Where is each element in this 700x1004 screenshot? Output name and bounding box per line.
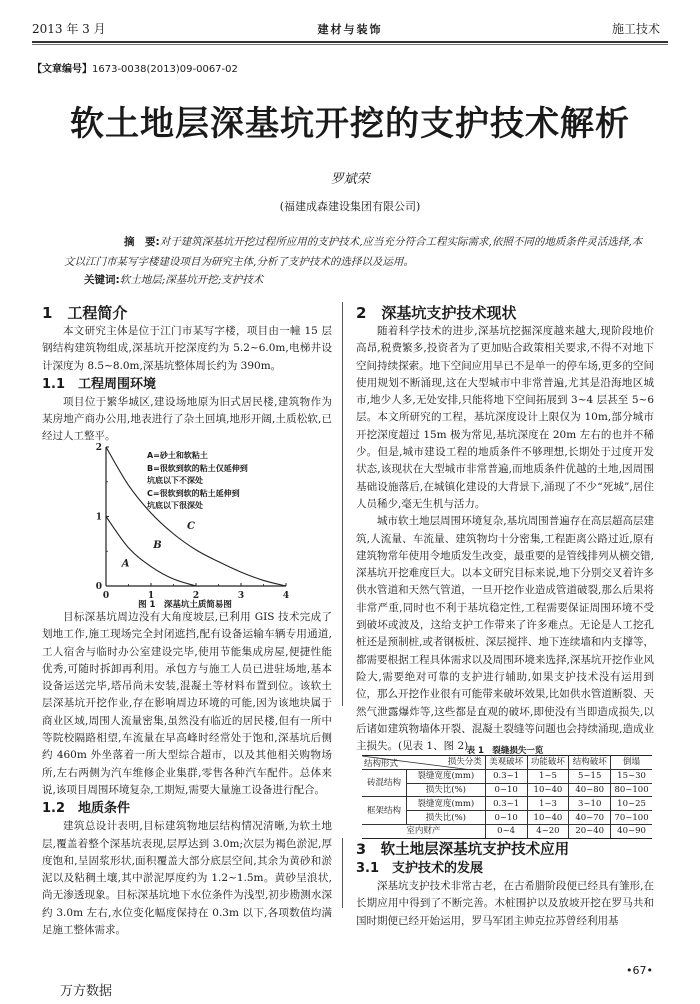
region-label-b: B bbox=[153, 539, 162, 551]
legend-item: A=砂土和软粘土 bbox=[147, 451, 208, 460]
x-tick-label: 1 bbox=[147, 591, 155, 600]
metric-label: 裂缝宽度(mm) bbox=[407, 769, 486, 783]
table-cell: 0~10 bbox=[485, 783, 527, 797]
header-rule bbox=[32, 41, 668, 43]
table-cell: 40~80 bbox=[569, 783, 611, 797]
corner-bottom-label: 结构形式 bbox=[364, 759, 399, 769]
table-cell: 1~5 bbox=[527, 769, 569, 783]
column-header: 结构破坏 bbox=[569, 756, 611, 770]
watermark: 万方数据 bbox=[60, 984, 113, 999]
table-cell: 4~20 bbox=[527, 824, 569, 838]
article-number-value: 1673-0038(2013)09-0067-02 bbox=[92, 64, 238, 75]
section-2-heading: 2 深基坑支护技术现状 bbox=[356, 304, 517, 322]
y-tick-label: 2 bbox=[95, 443, 102, 453]
group-label: 室内财产 bbox=[362, 824, 485, 838]
legend-item: B=很软到软的粘土仅延伸到 bbox=[147, 463, 248, 473]
table-corner-cell bbox=[362, 756, 485, 770]
region-label-c: C bbox=[187, 521, 195, 533]
table-header-row bbox=[362, 756, 652, 770]
section-1-2-paragraph: 建筑总设计表明,目标建筑物地层结构情况清晰,为软土地层,覆盖着整个深基坑表现,层厚达到 3.0m;次层为褐色淤泥,厚度饱和,呈固浆形状,面积覆盖大部分底层空间,其余为黄砂和淤泥以及粘稠土壤,其中淤泥厚度约为 1.2~1.5m。黄砂呈浪状,尚无渗透现象。目标深基坑地下水位条件为浅型,初步勘测水深约 3.0m 左右,水位变化幅度保持在 0.3m 以下,各项数值均满足施工整体需求。 bbox=[42, 820, 332, 937]
table-1-caption: 表 1 裂缝损失一览 bbox=[466, 746, 544, 756]
x-tick-label: 3 bbox=[237, 591, 245, 600]
section-1-2-heading: 1.2 地质条件 bbox=[42, 801, 131, 817]
table-cell: 0~10 bbox=[485, 811, 527, 825]
table-row bbox=[362, 769, 652, 783]
corner-top-label: 损失分类 bbox=[447, 757, 482, 767]
table-1 bbox=[362, 755, 652, 839]
section-1-1-paragraph-1: 项目位于繁华城区,建设场地原为旧式居民楼,建筑物作为某房地产商办公用,地表进行了杂土回填,地形开阔,土质松软,已经过人工整平。 bbox=[42, 395, 332, 443]
table-cell: 80~100 bbox=[611, 783, 652, 797]
column-header: 倒塌 bbox=[611, 756, 652, 770]
column-header: 功能破坏 bbox=[527, 756, 569, 770]
column-divider bbox=[342, 302, 343, 706]
table-row bbox=[362, 824, 652, 838]
section-2-paragraph-2: 城市软土地层周围环境复杂,基坑周围普遍存在高层超高层建筑,人流量、车流量、建筑物均十分密集,工程距离公路过近,原有建筑物常年使用令地质发生改变，最重要的是管线排列从横交错,深基坑开挖难度巨大。以本文研究目标来说,地下分别交叉着许多供水管道和天然气管道，一旦开挖作业造成管道破裂,那么后果将非常严重,同时也不利于基坑稳定性,工程需要保证周围环境不受到破坏或波及，这给支护工作带来了许多难点。无论是人工挖孔桩还是预制桩,或者钢板桩、深层搅拌、地下连续墙和内支撑等，都需要根据工程具体需求以及周围环境来选择,深基坑开挖作业风险大,需要绝对可靠的支护进行辅助,如果支护技术没有运用到位，那么开挖作业很有可能带来破坏效果,比如供水管道断裂、天然气泄露爆炸等,这些都是直观的破坏,即使没有当即造成损失,以后诸如建筑物墙体开裂、混凝土裂缝等问题也会持续涌现,造成业主损失。(见表 1、图 2) bbox=[356, 515, 654, 753]
header-date: 2013 年 3 月 bbox=[32, 22, 106, 36]
table-cell: 0.3~1 bbox=[485, 769, 527, 783]
header-rule-thin bbox=[32, 44, 668, 45]
section-1-1-heading: 1.1 工程周围环境 bbox=[42, 376, 157, 392]
x-tick-label: 2 bbox=[192, 591, 200, 600]
table-cell: 40~90 bbox=[611, 824, 652, 838]
section-3-heading: 3 软土地层深基坑支护技术应用 bbox=[356, 842, 570, 858]
table-cell: 1~3 bbox=[527, 797, 569, 811]
table-cell: 10~40 bbox=[527, 783, 569, 797]
affiliation: (福建成森建设集团有限公司) bbox=[279, 200, 421, 213]
column-divider-lower bbox=[342, 838, 343, 908]
section-3-1-paragraph: 深基坑支护技术非常古老，在古希腊阶段便已经具有雏形,在长期应用中得到了不断完善。木桩围护以及放坡开挖在罗马共和国时期便已经开始运用，罗马军团主帅克拉苏曾经利用基 bbox=[356, 880, 654, 927]
region-label-a: A bbox=[121, 558, 130, 570]
right-column-top bbox=[356, 303, 654, 755]
abstract-text: 对于建筑深基坑开挖过程所应用的支护技术,应当充分符合工程实际需求,依照不同的地质条件灵活选择,本文以江门市某写字楼建设项目为研究主体,分析了支护技术的选择以及运用。 bbox=[64, 236, 643, 268]
legend-item: 坑底以下不深处 bbox=[147, 476, 203, 485]
table-cell: 5~15 bbox=[569, 769, 611, 783]
metric-label: 损失比(%) bbox=[407, 783, 486, 797]
keywords bbox=[84, 272, 263, 287]
section-3-1-heading: 3.1 支护技术的发展 bbox=[356, 861, 484, 876]
metric-label: 裂缝宽度(mm) bbox=[407, 797, 486, 811]
group-label: 砖混结构 bbox=[362, 769, 407, 797]
table-cell: 70~100 bbox=[611, 811, 652, 825]
curve-b bbox=[106, 517, 196, 587]
chart-region-labels bbox=[121, 521, 195, 570]
table-row bbox=[362, 797, 652, 811]
figure-1-legend bbox=[147, 450, 248, 513]
x-tick-label: 4 bbox=[282, 591, 290, 600]
article-number bbox=[32, 60, 238, 75]
legend-item: 坑底以下很深处 bbox=[147, 501, 203, 510]
article-number-label: 【文章编号】 bbox=[32, 64, 92, 75]
header-section: 施工技术 bbox=[611, 22, 660, 36]
table-cell: 3~10 bbox=[569, 797, 611, 811]
x-tick-label: 0 bbox=[102, 591, 110, 600]
page-number: •67• bbox=[626, 964, 653, 977]
metric-label: 损失比(%) bbox=[407, 811, 486, 825]
abstract-label: 摘 要: bbox=[124, 236, 160, 248]
section-1-paragraph: 本文研究主体是位于江门市某写字楼，项目由一幢 15 层钢结构建筑物组成,深基坑开挖深度约为 5.2~6.0m,电梯井设计深度为 8.5~8.0m,深基坑整体周长约为 390m。 bbox=[42, 325, 332, 372]
keywords-label: 关键词: bbox=[84, 274, 120, 286]
column-header: 美观破坏 bbox=[485, 756, 527, 770]
section-1-1-paragraph-2: 目标深基坑周边没有大角度坡层,已利用 GIS 技术完成了划地工作,施工现场完全封闭遮挡,配有设备运输车辆专用通道,工人宿舍与临时办公室建设完毕,使用节能集成房屋,便捷性能优秀,可随时拆卸再利用。承包方与施工人员已进驻场地,基本设备运送完毕,塔吊尚未安装,混凝土等材料布置到位。该软土层深基坑开挖作业,存在影响周边环境的可能,因为该地块属于商业区域,周围人流量密集,虽然没有临近的居民楼,但有一所中等院校隔路相望,车流量在早高峰时经常处于饱和,深基坑后侧约 460m 外坐落着一所大型综合超市，以及其他相关购物场所,左右两侧为汽车维修企业集群,零售各种汽车配件。总体来说,该项目周围环境复杂,工期短,需要大量施工设备进行配合。 bbox=[42, 611, 332, 796]
article-title: 软土地层深基坑开挖的支护技术解析 bbox=[70, 104, 630, 144]
y-tick-label: 0 bbox=[95, 582, 102, 592]
author: 罗斌荣 bbox=[330, 172, 370, 187]
section-1-heading: 1 工程简介 bbox=[42, 304, 128, 322]
table-cell: 10~25 bbox=[611, 797, 652, 811]
figure-1-caption: 图 1 深基坑土质简易图 bbox=[138, 600, 232, 610]
right-column-bottom bbox=[356, 840, 654, 930]
left-column-bottom bbox=[42, 609, 332, 939]
table-cell: 10~40 bbox=[527, 811, 569, 825]
abstract bbox=[64, 232, 644, 272]
journal-name: 建材与装饰 bbox=[317, 23, 383, 36]
table-cell: 15~30 bbox=[611, 769, 652, 783]
table-cell: 20~40 bbox=[569, 824, 611, 838]
legend-item: C=很软到软的粘土延伸到 bbox=[147, 488, 240, 498]
section-2-paragraph-1: 随着科学技术的进步,深基坑挖掘深度越来越大,现阶段地价高昂,税费繁多,投资者为了更加贴合政策相关要求,不得不对地下空间持续探索。地下空间应用早已不是单一的停车场,更多的空间使用规划不断涌现,这在大型城市中非常普遍,尤其是沿海地区城市,地少人多,无处安排,只能将地下空间拓展到 3~4 层甚至 5~6 层。本文所研究的工程，基坑深度设计上限仅为 10m,部分城市开挖深度超过 15m 极为常见,基坑深度在 20m 左右的也并不稀少。但是,城市建设工程的地质条件不够理想,长期处于过度开发状态,该现状在大型城市非常普遍,而地质条件优越的土地,因周围基础设施落后,在城镇化建设的大背景下,涌现了不少“死城”,居住人员稀少,毫无生机与活力。 bbox=[356, 325, 654, 510]
table-cell: 40~70 bbox=[569, 811, 611, 825]
table-cell: 0.3~1 bbox=[485, 797, 527, 811]
group-label: 框架结构 bbox=[362, 797, 407, 825]
table-cell: 0~4 bbox=[485, 824, 527, 838]
left-column-top bbox=[42, 303, 332, 446]
y-tick-label: 1 bbox=[95, 512, 102, 523]
keywords-text: 软土地层;深基坑开挖;支护技术 bbox=[119, 274, 264, 286]
